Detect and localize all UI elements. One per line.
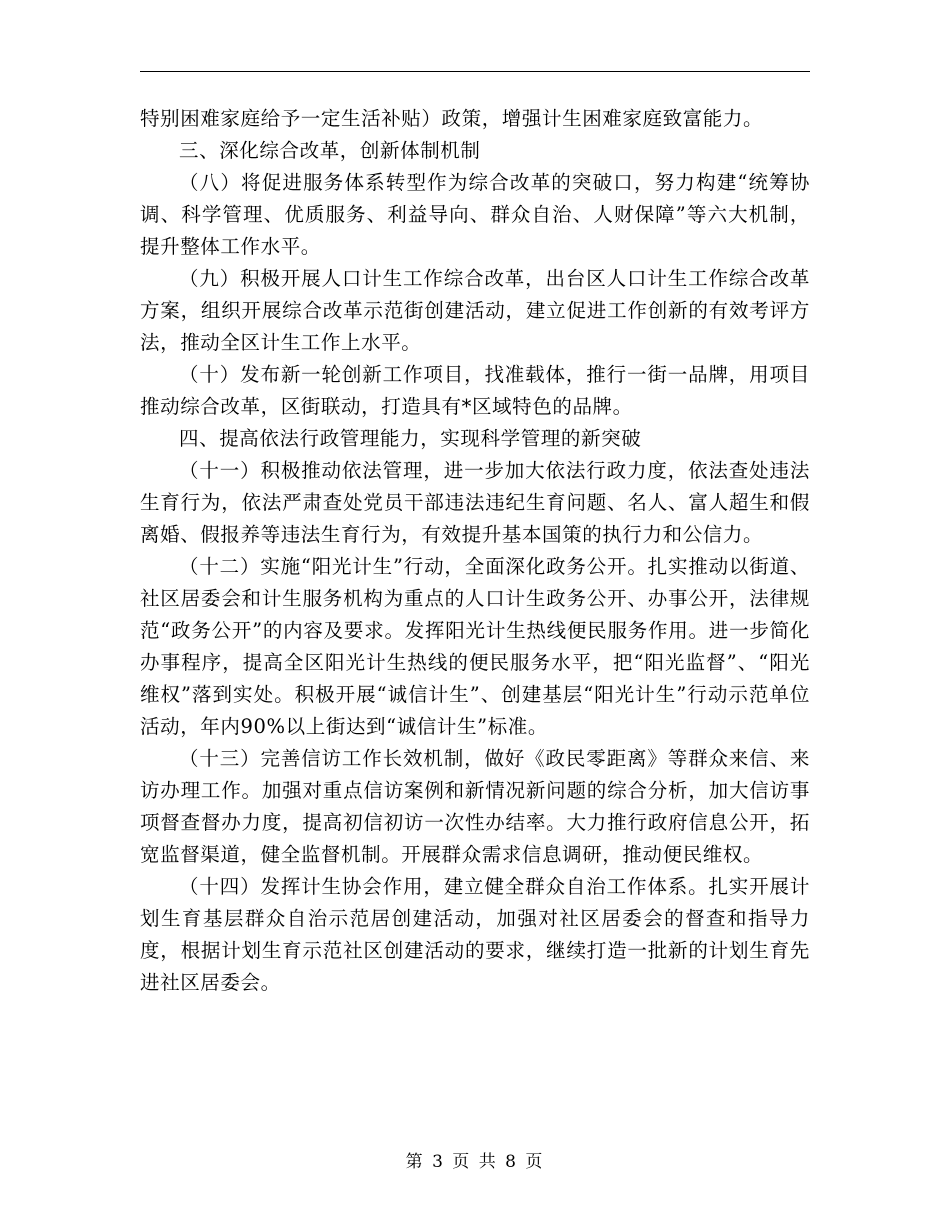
paragraph-item-12: （十二）实施“阳光计生”行动，全面深化政务公开。扎实推动以街道、社区居委会和计生服务机构为重点的人口计生政务公开、办事公开，法律规范“政务公开”的内容及要求。发挥阳光计生热线便民服务作用。进一步简化办事程序，提高全区阳光计生热线的便民服务水平，把“阳光监督”、“阳光维权”落到实处。积极开展“诚信计生”、创建基层“阳光计生”行动示范单位活动，年内90%以上街达到“诚信计生”标准。 [140,555,810,738]
header-rule [140,71,810,72]
page-footer: 第 3 页 共 8 页 [405,1152,545,1172]
paragraph-item-14: （十四）发挥计生协会作用，建立健全群众自治工作体系。扎实开展计划生育基层群众自治示范居创建活动，加强对社区居委会的督查和指导力度，根据计划生育示范社区创建活动的要求，继续打造一批新的计划生育先进社区居委会。 [140,875,810,994]
paragraph-item-8: （八）将促进服务体系转型作为综合改革的突破口，努力构建“统筹协调、科学管理、优质服务、利益导向、群众自治、人财保障”等六大机制，提升整体工作水平。 [140,171,810,258]
paragraph-item-13: （十三）完善信访工作长效机制，做好《政民零距离》等群众来信、来访办理工作。加强对重点信访案例和新情况新问题的综合分析，加大信访事项督查督办力度，提高初信初访一次性办结率。大力推行政府信息公开，拓宽监督渠道，健全监督机制。开展群众需求信息调研，推动便民维权。 [140,747,810,866]
section-heading-3: 三、深化综合改革，创新体制机制 [179,139,481,162]
paragraph-item-9: （九）积极开展人口计生工作综合改革，出台区人口计生工作综合改革方案，组织开展综合改革示范街创建活动，建立促进工作创新的有效考评方法，推动全区计生工作上水平。 [140,267,810,354]
paragraph-continuation: 特别困难家庭给予一定生活补贴）政策，增强计生困难家庭致富能力。 [140,107,764,130]
paragraph-item-11: （十一）积极推动依法管理，进一步加大依法行政力度，依法查处违法生育行为，依法严肃查处党员干部违法违纪生育问题、名人、富人超生和假离婚、假报养等违法生育行为，有效提升基本国策的执行力和公信力。 [140,459,810,546]
document-body [140,103,810,999]
section-heading-4: 四、提高依法行政管理能力，实现科学管理的新突破 [179,427,642,450]
paragraph-item-10: （十）发布新一轮创新工作项目，找准载体，推行一街一品牌，用项目推动综合改革，区街联动，打造具有*区域特色的品牌。 [140,363,810,418]
